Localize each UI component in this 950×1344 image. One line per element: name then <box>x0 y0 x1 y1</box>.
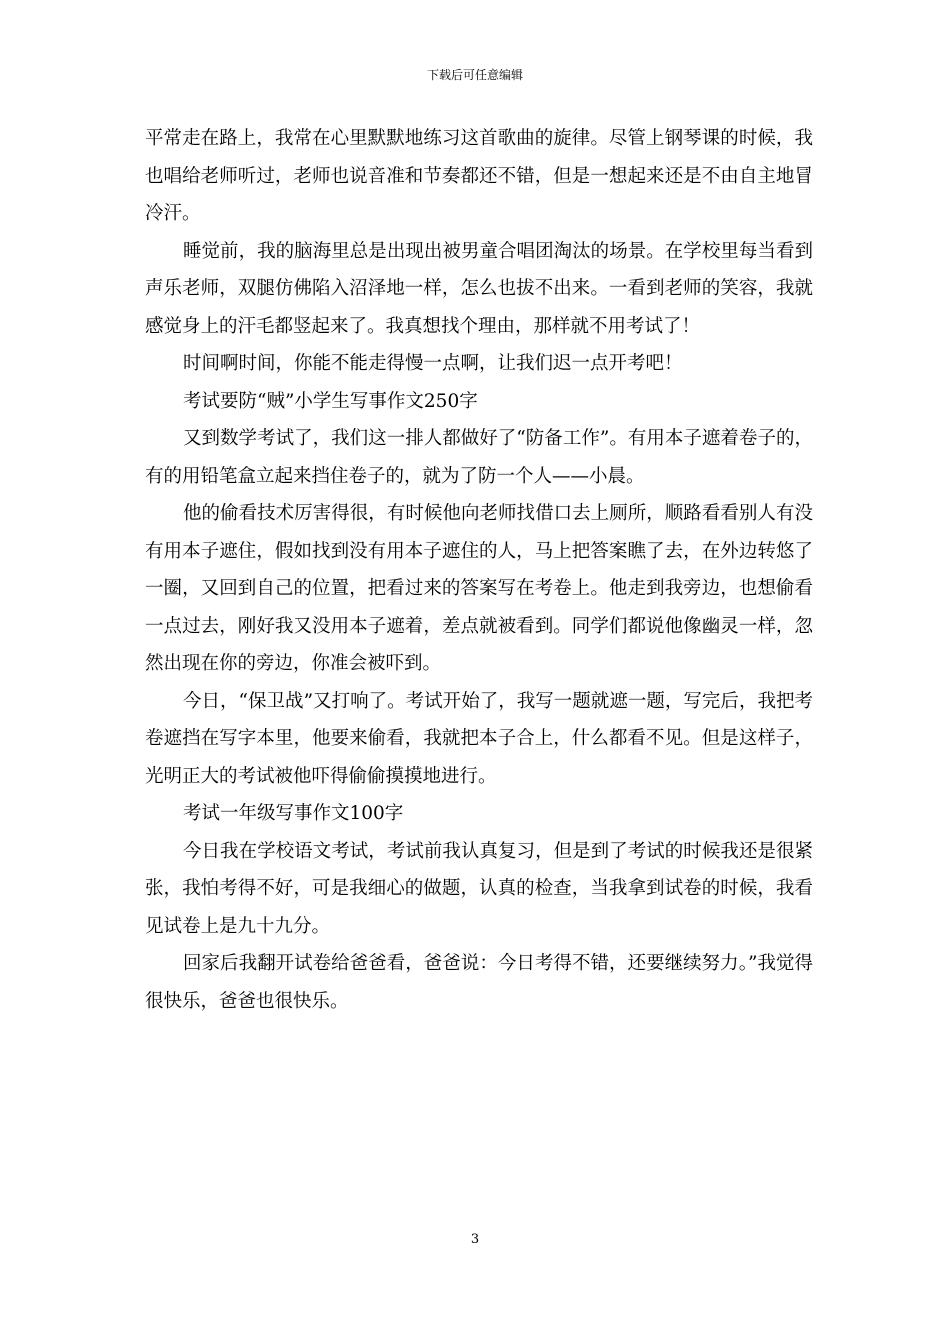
paragraph: 今日我在学校语文考试，考试前我认真复习，但是到了考试的时候我还是很紧张，我怕考得不好，可是我细心的做题，认真的检查，当我拿到试卷的时候，我看见试卷上是九十九分。 <box>145 840 813 937</box>
page-number: 3 <box>470 1232 480 1247</box>
essay-title: 考试一年级写事作文100字 <box>183 803 404 824</box>
paragraph: 平常走在路上，我常在心里默默地练习这首歌曲的旋律。尽管上钢琴课的时候，我也唱给老师听过，老师也说音准和节奏都还不错，但是一想起来还是不由自主地冒冷汗。 <box>145 128 813 224</box>
paragraph: 回家后我翻开试卷给爸爸看，爸爸说：今日考得不错，还要继续努力。”我觉得很快乐，爸爸也很快乐。 <box>145 953 813 1012</box>
paragraph: 又到数学考试了，我们这一排人都做好了“防备工作”。有用本子遮着卷子的，有的用铅笔盒立起来挡住卷子的，就为了防一个人——小晨。 <box>145 428 813 487</box>
paragraph: 他的偷看技术厉害得很，有时候他向老师找借口去上厕所，顺路看看别人有没有用本子遮住，假如找到没有用本子遮住的人，马上把答案瞧了去，在外边转悠了一圈，又回到自己的位置，把看过来的答案写在考卷上。他走到我旁边，也想偷看一点过去，刚好我又没用本子遮着，差点就被看到。同学们都说他像幽灵一样，忽然出现在你的旁边，你准会被吓到。 <box>145 503 813 674</box>
paragraph: 今日，“保卫战”又打响了。考试开始了，我写一题就遮一题，写完后，我把考卷遮挡在写字本里，他要来偷看，我就把本子合上，什么都看不见。但是这样子，光明正大的考试被他吓得偷偷摸摸地进行。 <box>145 690 813 787</box>
paragraph: 睡觉前，我的脑海里总是出现出被男童合唱团淘汰的场景。在学校里每当看到声乐老师，双腿仿佛陷入沼泽地一样，怎么也拔不出来。一看到老师的笑容，我就感觉身上的汗毛都竖起来了。我真想找个理由，那样就不用考试了！ <box>145 240 813 337</box>
paragraph: 时间啊时间，你能不能走得慢一点啊，让我们迟一点开考吧！ <box>183 353 683 374</box>
essay-title: 考试要防“贼”小学生写事作文250字 <box>183 390 478 412</box>
page-header: 下载后可任意编辑 <box>426 68 523 82</box>
document-body <box>145 120 813 1020</box>
